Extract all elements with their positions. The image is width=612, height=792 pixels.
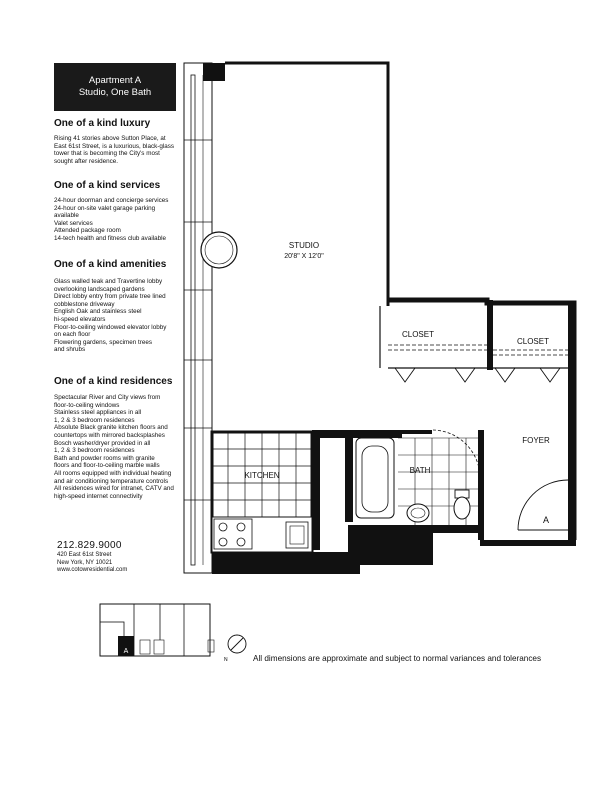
text-line: Valet services bbox=[54, 219, 93, 227]
text-line: English Oak and stainless steel bbox=[54, 308, 142, 316]
address-line-2: New York, NY 10021 bbox=[57, 559, 113, 566]
text-line: Floor-to-ceiling windowed elevator lobby bbox=[54, 323, 167, 331]
apartment-name: Apartment A bbox=[88, 75, 142, 86]
text-line: tower that is becoming the City's most bbox=[54, 150, 160, 158]
phone-number: 212.829.9000 bbox=[57, 540, 122, 551]
section-title-services: One of a kind services bbox=[54, 180, 161, 191]
text-line: high-speed internet connectivity bbox=[54, 492, 143, 500]
text-line: 1, 2 & 3 bedroom residences bbox=[54, 447, 135, 455]
text-line: East 61st Street, is a luxurious, black-glass bbox=[54, 142, 175, 150]
text-line: Attended package room bbox=[54, 227, 121, 235]
text-line: Bosch washer/dryer provided in all bbox=[54, 439, 151, 447]
bath-sink bbox=[407, 504, 429, 522]
text-line: on each floor bbox=[54, 331, 91, 339]
window-mullion bbox=[191, 75, 195, 565]
room-dims-studio: 20'8" X 12'0" bbox=[284, 253, 324, 260]
text-line: available bbox=[54, 212, 79, 220]
address-line-1: 420 East 61st Street bbox=[57, 552, 112, 558]
text-line: Absolute Black granite kitchen floors and bbox=[54, 424, 168, 432]
room-label-kitchen: KITCHEN bbox=[244, 471, 280, 480]
text-line: Stainless steel appliances in all bbox=[54, 409, 142, 417]
text-line: Spectacular River and City views from bbox=[54, 394, 161, 401]
text-line: 14-tech health and fitness club available bbox=[54, 234, 167, 242]
text-line: 24-hour doorman and concierge services bbox=[54, 197, 169, 204]
text-line: 1, 2 & 3 bedroom residences bbox=[54, 416, 135, 424]
text-line: Bath and powder rooms with granite bbox=[54, 454, 155, 462]
key-plan-unit-label: A bbox=[123, 648, 129, 655]
text-line: Glass walled teak and Travertine lobby bbox=[54, 278, 163, 285]
north-label: N bbox=[224, 657, 228, 663]
disclaimer: All dimensions are approximate and subject to normal variances and tolerances bbox=[253, 654, 542, 663]
text-line: and air conditioning temperature controls bbox=[54, 477, 169, 485]
section-title-residences: One of a kind residences bbox=[54, 376, 173, 387]
text-line: cobblestone driveway bbox=[54, 300, 115, 308]
text-line: countertops with mirrored backsplashes bbox=[54, 431, 165, 439]
room-label-closet-2: CLOSET bbox=[516, 337, 550, 346]
text-line: sought after residence. bbox=[54, 157, 119, 165]
website-link[interactable]: www.cotowresidential.com bbox=[57, 567, 128, 573]
section-title-amenities: One of a kind amenities bbox=[54, 259, 167, 270]
text-line: overlooking landscaped gardens bbox=[54, 285, 145, 293]
studio-wall bbox=[225, 63, 388, 306]
apartment-type: Studio, One Bath bbox=[78, 87, 152, 98]
text-line: Rising 41 stories above Sutton Place, at bbox=[54, 135, 166, 142]
text-line: Flowering gardens, specimen trees bbox=[54, 338, 152, 346]
room-label-studio: STUDIO bbox=[288, 241, 320, 250]
column-circle bbox=[201, 232, 237, 268]
text-line: All residences wired for intranet, CATV and bbox=[54, 485, 174, 493]
section-title-luxury: One of a kind luxury bbox=[54, 118, 151, 129]
text-line: floor-to-ceiling windows bbox=[54, 401, 120, 409]
text-line: All rooms equipped with individual heating bbox=[54, 469, 172, 477]
room-label-bath: BATH bbox=[409, 466, 431, 475]
key-plan bbox=[100, 604, 246, 663]
text-line: floors and floor-to-ceiling marble walls bbox=[54, 462, 160, 470]
text-line: and shrubs bbox=[54, 346, 86, 354]
room-label-foyer: FOYER bbox=[522, 436, 550, 445]
door-marker: A bbox=[542, 515, 550, 525]
toilet bbox=[454, 497, 470, 519]
room-label-closet-1: CLOSET bbox=[401, 330, 435, 339]
window-wall bbox=[184, 63, 212, 573]
text-line: Direct lobby entry from private tree lined bbox=[54, 293, 166, 301]
text-line: 24-hour on-site valet garage parking bbox=[54, 204, 156, 212]
text-line: hi-speed elevators bbox=[54, 315, 106, 323]
